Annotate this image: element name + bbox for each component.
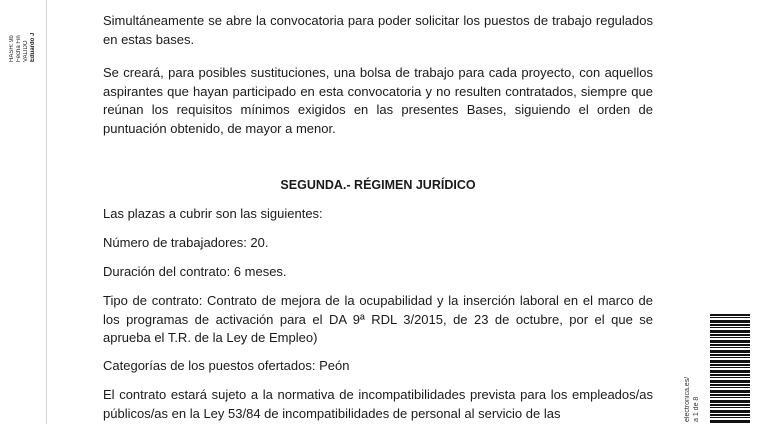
paragraph-numero-trabajadores: Número de trabajadores: 20. [103,235,269,250]
signature-margin [0,0,47,424]
page-count-text: a 1 de 8 [693,396,700,422]
stamp-line-1: Eduardo J [30,32,36,62]
stamp-line-2: VALIDO [23,40,29,62]
paragraph-bolsa-trabajo: Se creará, para posibles sustituciones, una bolsa de trabajo para cada proyecto, con aquellos aspirantes que hayan participado en esta convocatoria y no resulten contratados, siempre que reúnan los requisitos mínimos exigidos en las presentes Bases, siguiendo el orden de puntuación obtenido, de mayor a menor. [103,65,653,136]
signature-stamp [2,2,42,62]
paragraph-tipo-contrato: Tipo de contrato: Contrato de mejora de la ocupabilidad y la inserción laboral en el marco de los programas de activación para el DA 9ª RDL 3/2015, de 23 de octubre, por el que se aprueba el T.R. de la Ley de Empleo) [103,293,653,345]
section-heading: SEGUNDA.- RÉGIMEN JURÍDICO [280,178,476,192]
stamp-line-3: Fecha Fin [16,35,22,62]
barcode-icon [710,314,750,424]
paragraph-convocatoria: Simultáneamente se abre la convocatoria para poder solicitar los puestos de trabajo regulados en estas bases. [103,13,653,47]
paragraph-plazas: Las plazas a cubrir son las siguientes: [103,206,323,221]
paragraph-duracion: Duración del contrato: 6 meses. [103,264,287,279]
stamp-line-4: HASH: 9b [9,35,15,62]
paragraph-incompatibilidades: El contrato estará sujeto a la normativa de incompatibilidades prevista para los empleados/as públicos/as en la Ley 53/84 de incompatibilidades de personal al servicio de las [103,387,653,421]
verification-margin [682,0,760,424]
paragraph-categorias: Categorías de los puestos ofertados: Peón [103,358,350,373]
verification-url-text: electronica.es/ [684,376,691,422]
